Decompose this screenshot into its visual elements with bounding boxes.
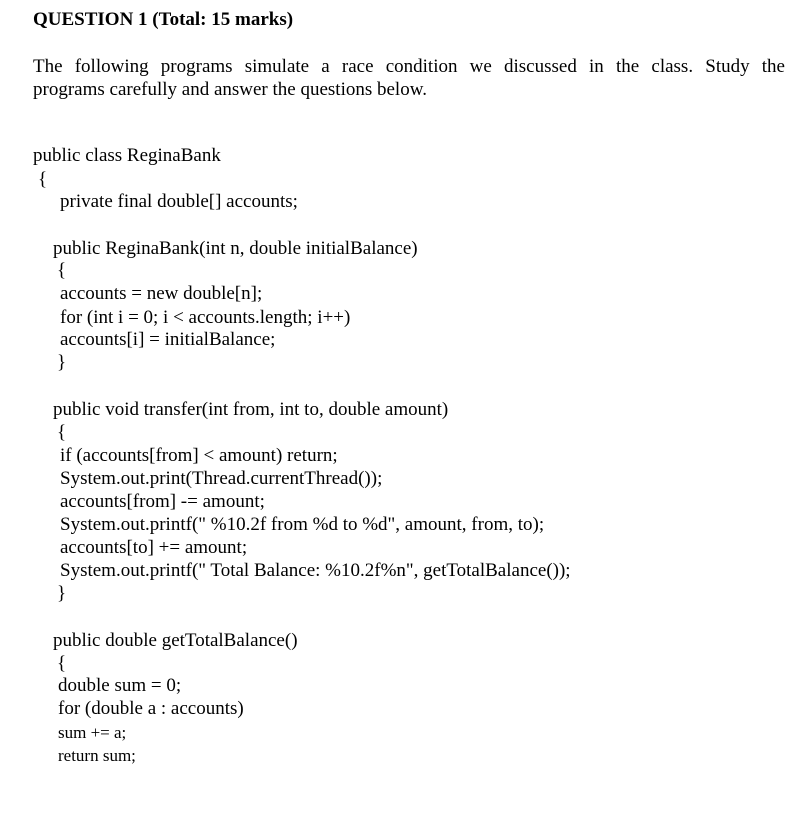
code-line: for (int i = 0; i < accounts.length; i++) — [60, 307, 351, 328]
code-line: double sum = 0; — [58, 675, 182, 696]
code-line: { — [38, 169, 48, 190]
code-line: { — [57, 422, 67, 443]
code-line: public class ReginaBank — [33, 145, 221, 166]
code-line: if (accounts[from] < amount) return; — [60, 445, 338, 466]
code-line: accounts[to] += amount; — [60, 537, 248, 558]
code-line: sum += a; — [58, 723, 127, 742]
code-line: { — [57, 653, 67, 674]
code-line: accounts[from] -= amount; — [60, 491, 265, 512]
code-line: accounts[i] = initialBalance; — [60, 329, 276, 350]
code-line: } — [57, 583, 67, 604]
code-line: { — [57, 260, 67, 281]
code-line: System.out.printf(" %10.2f from %d to %d", amount, from, to); — [60, 514, 545, 535]
code-line: System.out.print(Thread.currentThread()); — [60, 468, 383, 489]
code-line: } — [57, 352, 67, 373]
code-line: public ReginaBank(int n, double initialBalance) — [53, 238, 418, 259]
intro-line-2: programs carefully and answer the questions below. — [33, 79, 427, 100]
code-line: for (double a : accounts) — [58, 698, 244, 719]
code-line: public void transfer(int from, int to, double amount) — [53, 399, 449, 420]
intro-line-1: The following programs simulate a race condition we discussed in the class. Study the — [33, 56, 785, 77]
code-line: private final double[] accounts; — [60, 191, 298, 212]
code-line: public double getTotalBalance() — [53, 630, 298, 651]
code-line: System.out.printf(" Total Balance: %10.2f%n", getTotalBalance()); — [60, 560, 571, 581]
code-line: return sum; — [58, 746, 136, 765]
question-heading: QUESTION 1 (Total: 15 marks) — [33, 9, 294, 30]
code-line: accounts = new double[n]; — [60, 283, 263, 304]
